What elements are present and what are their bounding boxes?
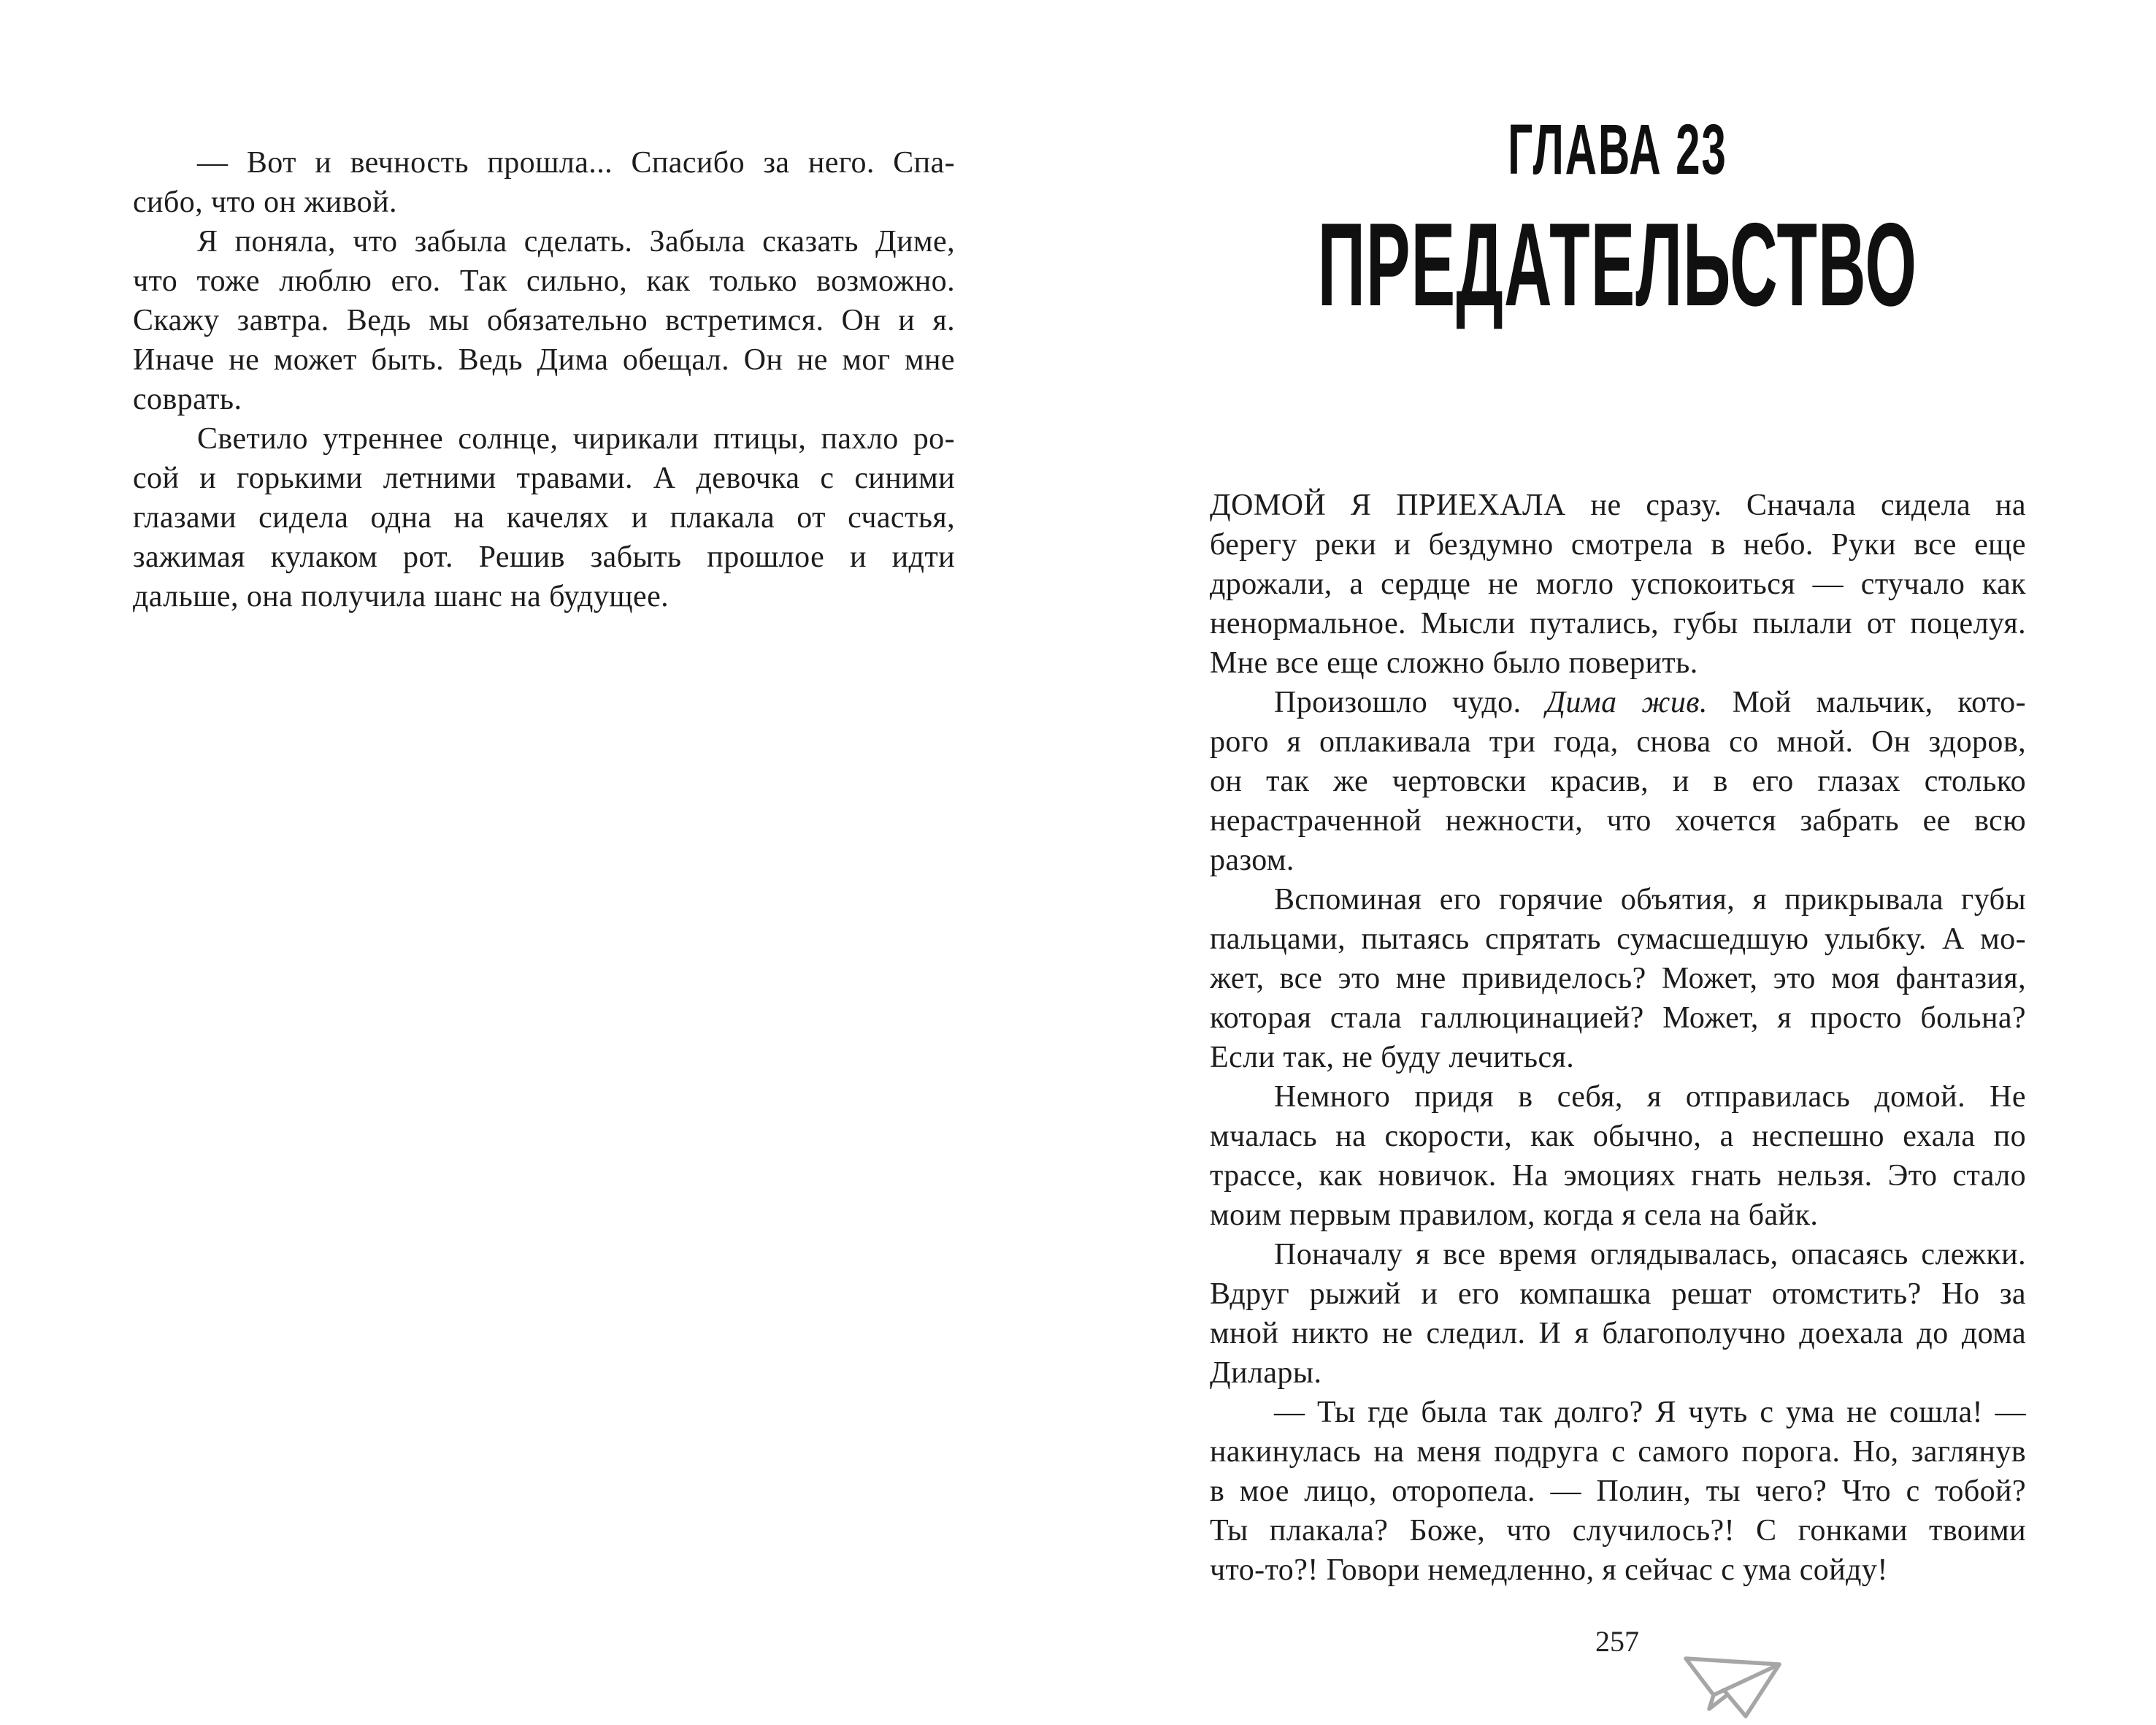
paragraph	[1210, 1393, 2026, 1590]
text-line: сибо, что он живой.	[133, 185, 397, 219]
text-line: мной никто не следил. И я благополучно доехала до дома	[1210, 1317, 2026, 1350]
text-line: Светило утреннее солнце, чирикали птицы, пахло ро-	[197, 422, 955, 456]
text-line: Если так, не буду лечиться.	[1210, 1041, 1575, 1074]
text-line: дальше, она получила шанс на будущее.	[133, 580, 670, 613]
text-line: зажимая кулаком рот. Решив забыть прошлое и идти	[133, 540, 955, 574]
text-line: Я поняла, что забыла сделать. Забыла сказать Диме,	[197, 225, 955, 259]
text-line: сой и горькими летними травами. А девочка с синими	[133, 462, 955, 495]
text-line: нерастраченной нежности, что хочется забрать ее всю	[1210, 804, 2026, 838]
text-line: что-то?! Говори немедленно, я сейчас с ума сойду!	[1210, 1553, 1888, 1587]
text-line: Дилары.	[1210, 1356, 1322, 1390]
text-line: дрожали, а сердце не могло успокоиться — стучало как	[1210, 567, 2026, 601]
text-line: мчалась на скорости, как обычно, а неспешно ехала по	[1210, 1120, 2026, 1153]
chapter-title	[1078, 199, 2156, 331]
text-line: жет, все это мне привиделось? Может, это моя фантазия,	[1210, 962, 2026, 995]
text-line: Скажу завтра. Ведь мы обязательно встретимся. Он и я.	[133, 304, 955, 337]
right-page	[1078, 0, 2156, 1725]
text-line: Иначе не может быть. Ведь Дима обещал. Он не мог мне	[133, 343, 955, 377]
text-line: — Вот и вечность прошла... Спасибо за него. Спа-	[197, 146, 955, 180]
text-line: Ты плакала? Боже, что случилось?! С гонками твоими	[1210, 1514, 2026, 1548]
text-line: что тоже люблю его. Так сильно, как только возможно.	[133, 264, 955, 298]
chapter-number-text: ГЛАВА 23	[1507, 110, 1727, 189]
text-line: в мое лицо, оторопела. — Полин, ты чего? Что с тобой?	[1210, 1475, 2026, 1508]
text-line: разом.	[1210, 844, 1294, 877]
text-line: Вдруг рыжий и его компашка решат отомстить? Но за	[1210, 1277, 2026, 1311]
paragraph	[1210, 486, 2026, 683]
text-line: ненормальное. Мысли путались, губы пылали от поцелуя.	[1210, 607, 2026, 640]
text-line: накинулась на меня подруга с самого порога. Но, заглянув	[1210, 1435, 2026, 1469]
paper-plane-icon	[1681, 1651, 1784, 1719]
text-line: Мне все еще сложно было поверить.	[1210, 646, 1698, 680]
paragraph	[133, 419, 955, 616]
text-line: Немного придя в себя, я отправилась домой. Не	[1274, 1080, 2026, 1114]
text-line: трассе, как новичок. На эмоциях гнать нельзя. Это стало	[1210, 1159, 2026, 1193]
text-line: рого я оплакивала три года, снова со мной. Он здоров,	[1210, 725, 2026, 759]
text-line: берегу реки и бездумно смотрела в небо. Руки все еще	[1210, 528, 2026, 562]
text-line: глазами сидела одна на качелях и плакала от счастья,	[133, 501, 955, 535]
paragraph	[1210, 880, 2026, 1077]
text-line: — Ты где была так долго? Я чуть с ума не сошла! —	[1274, 1396, 2026, 1429]
page-number: 257	[1595, 1625, 1639, 1658]
text-line: ДОМОЙ Я ПРИЕХАЛА не сразу. Сначала сидела на	[1210, 489, 2026, 522]
text-line: моим первым правилом, когда я села на байк.	[1210, 1198, 1819, 1232]
text-line: которая стала галлюцинацией? Может, я просто больна?	[1210, 1001, 2026, 1035]
paragraph	[1210, 1077, 2026, 1235]
right-page-text	[1210, 486, 2026, 1590]
paragraph	[133, 222, 955, 419]
chapter-number	[1078, 110, 2156, 189]
text-line: он так же чертовски красив, и в его глазах столько	[1210, 765, 2026, 798]
text-line: Вспоминая его горячие объятия, я прикрывала губы	[1274, 883, 2026, 917]
paragraph	[1210, 1235, 2026, 1393]
paragraph	[1210, 683, 2026, 880]
left-page-text	[133, 143, 955, 616]
text-line: Поначалу я все время оглядывалась, опасаясь слежки.	[1274, 1238, 2026, 1271]
chapter-title-text: ПРЕДАТЕЛЬСТВО	[1317, 199, 1917, 331]
paragraph	[133, 143, 955, 222]
text-line: пальцами, пытаясь спрятать сумасшедшую улыбку. А мо-	[1210, 922, 2026, 956]
text-line: Произошло чудо. Дима жив. Мой мальчик, кото-	[1274, 686, 2026, 719]
text-line: соврать.	[133, 383, 242, 416]
